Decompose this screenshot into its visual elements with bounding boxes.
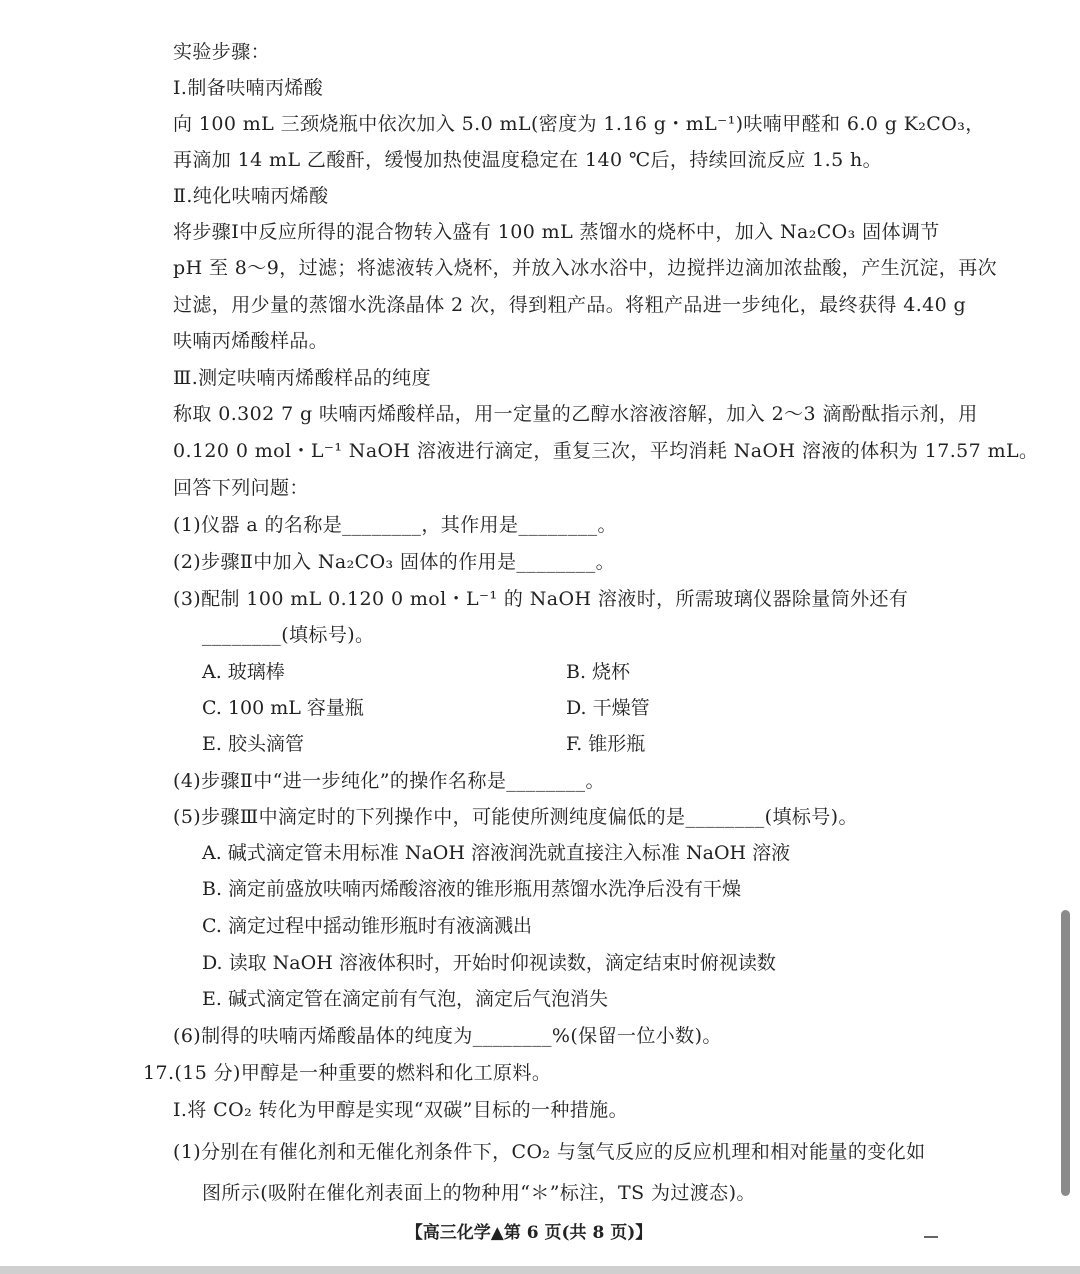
page-footer: 【高三化学▲第 6 页(共 8 页)】 — [405, 1223, 653, 1243]
page-mark — [924, 1236, 938, 1238]
step3-line: 称取 0.302 7 g 呋喃丙烯酸样品，用一定量的乙醇水溶液溶解，加入 2～3 滴酚酞指示剂，用 — [173, 403, 978, 425]
q5-option-c: C. 滴定过程中摇动锥形瓶时有液滴溅出 — [202, 915, 532, 937]
q5-option-e: E. 碱式滴定管在滴定前有气泡，滴定后气泡消失 — [202, 988, 608, 1010]
q3-option-e: E. 胶头滴管 — [202, 733, 304, 755]
step3-heading: Ⅲ.测定呋喃丙烯酸样品的纯度 — [173, 367, 431, 389]
vertical-scrollbar[interactable] — [1061, 910, 1070, 1196]
step1-heading: Ⅰ.制备呋喃丙烯酸 — [173, 77, 324, 99]
q3-option-f: F. 锥形瓶 — [566, 733, 646, 755]
problem-17-question-1: (1)分别在有催化剂和无催化剂条件下，CO₂ 与氢气反应的反应机理和相对能量的变化如 — [173, 1141, 926, 1163]
step2-line: pH 至 8～9，过滤；将滤液转入烧杯，并放入冰水浴中，边搅拌边滴加浓盐酸，产生沉淀，再次 — [173, 257, 997, 279]
q3-option-d: D. 干燥管 — [566, 697, 650, 719]
problem-17-part1: Ⅰ.将 CO₂ 转化为甲醇是实现“双碳”目标的一种措施。 — [173, 1099, 628, 1121]
question-6: (6)制得的呋喃丙烯酸晶体的纯度为________%(保留一位小数)。 — [173, 1025, 722, 1047]
step2-line: 将步骤Ⅰ中反应所得的混合物转入盛有 100 mL 蒸馏水的烧杯中，加入 Na₂CO₃ 固体调节 — [173, 221, 940, 243]
q5-option-a: A. 碱式滴定管未用标准 NaOH 溶液润洗就直接注入标准 NaOH 溶液 — [202, 842, 791, 864]
problem-17-title: 17.(15 分)甲醇是一种重要的燃料和化工原料。 — [143, 1062, 552, 1084]
q3-option-c: C. 100 mL 容量瓶 — [202, 697, 364, 719]
step1-line: 向 100 mL 三颈烧瓶中依次加入 5.0 mL(密度为 1.16 g・mL⁻¹)呋喃甲醛和 6.0 g K₂CO₃， — [173, 113, 985, 135]
question-1: (1)仪器 a 的名称是________，其作用是________。 — [173, 514, 617, 536]
step2-line: 呋喃丙烯酸样品。 — [173, 330, 329, 352]
step2-line: 过滤，用少量的蒸馏水洗涤晶体 2 次，得到粗产品。将粗产品进一步纯化，最终获得 4.40 g — [173, 294, 967, 316]
question-3: (3)配制 100 mL 0.120 0 mol・L⁻¹ 的 NaOH 溶液时，所需玻璃仪器除量筒外还有 — [173, 588, 909, 610]
section-title: 实验步骤： — [173, 41, 271, 63]
q3-option-b: B. 烧杯 — [566, 661, 631, 683]
q3-option-a: A. 玻璃棒 — [202, 661, 285, 683]
question-3-continued: ________(填标号)。 — [202, 624, 375, 646]
step1-line: 再滴加 14 mL 乙酸酐，缓慢加热使温度稳定在 140 ℃后，持续回流反应 1.5 h。 — [173, 149, 883, 171]
question-4: (4)步骤Ⅱ中“进一步纯化”的操作名称是________。 — [173, 770, 605, 792]
horizontal-scroll-track[interactable] — [0, 1266, 1080, 1274]
q5-option-d: D. 读取 NaOH 溶液体积时，开始时仰视读数，滴定结束时俯视读数 — [202, 952, 776, 974]
answer-prompt: 回答下列问题： — [173, 477, 309, 499]
question-5: (5)步骤Ⅲ中滴定时的下列操作中，可能使所测纯度偏低的是________(填标号)。 — [173, 806, 858, 828]
problem-17-question-1-continued: 图所示(吸附在催化剂表面上的物种用“＊”标注，TS 为过渡态)。 — [202, 1182, 756, 1204]
question-2: (2)步骤Ⅱ中加入 Na₂CO₃ 固体的作用是________。 — [173, 551, 616, 573]
q5-option-b: B. 滴定前盛放呋喃丙烯酸溶液的锥形瓶用蒸馏水洗净后没有干燥 — [202, 878, 742, 900]
step2-heading: Ⅱ.纯化呋喃丙烯酸 — [173, 185, 329, 207]
step3-line: 0.120 0 mol・L⁻¹ NaOH 溶液进行滴定，重复三次，平均消耗 NaOH 溶液的体积为 17.57 mL。 — [173, 440, 1039, 462]
